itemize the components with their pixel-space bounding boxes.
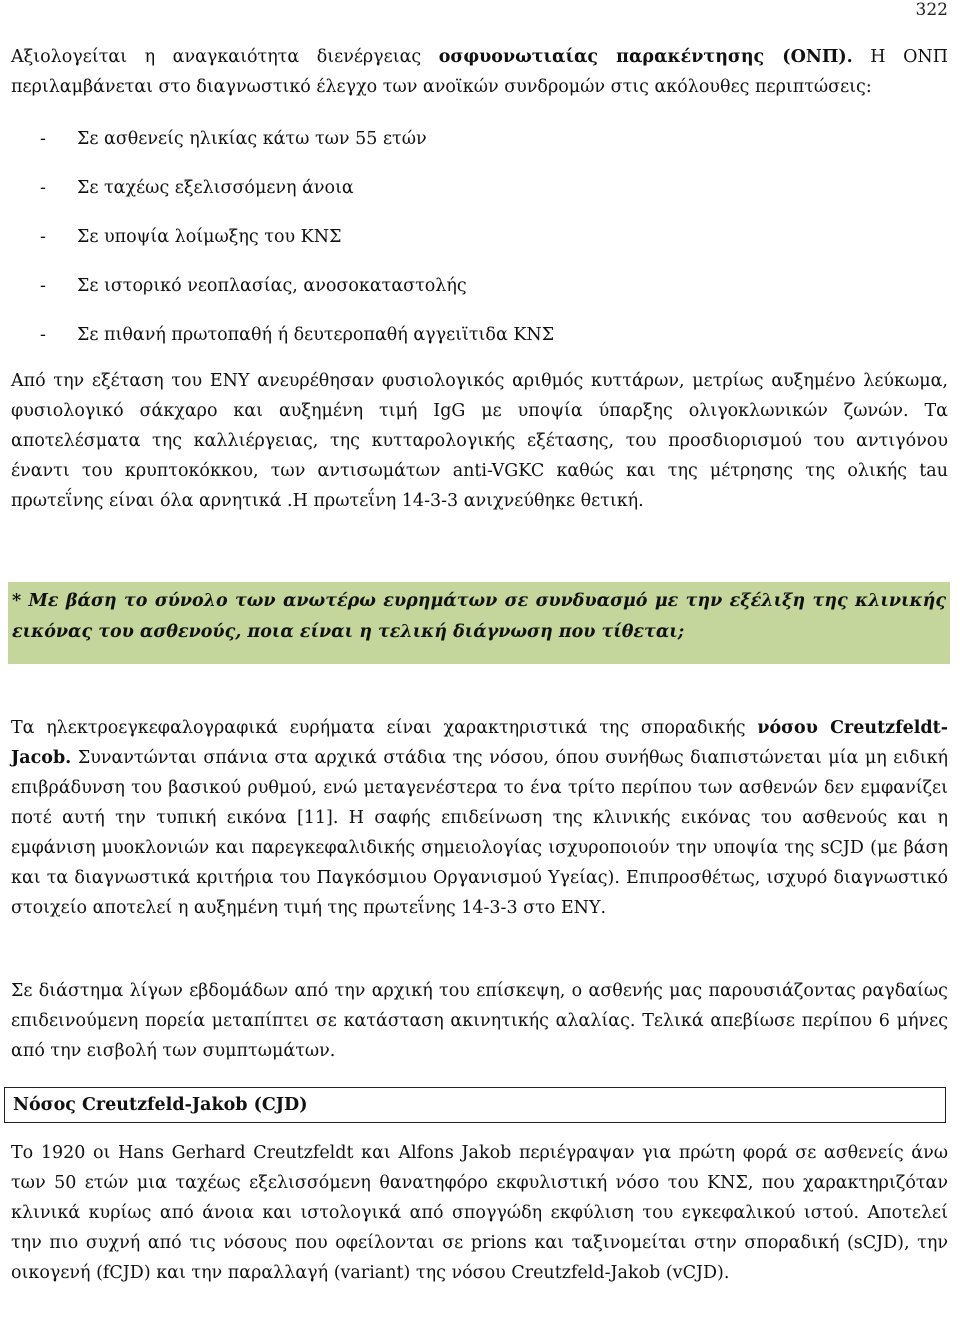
- list-dash: -: [40, 227, 46, 247]
- list-item: [40, 173, 920, 222]
- list-item: [40, 320, 920, 369]
- eeg-text-end: Συναντώνται σπάνια στα αρχικά στάδια της νόσου, όπου συνήθως διαπιστώνεται μία μη ειδική επιβράδυνση του βασικού ρυθμού, ενώ μεταγενέστερα το ένα τρίτο περίπου των ασθενών δεν εμφανίζει ποτέ αυτή την τυπική εικόνα [11]. Η σαφής επιδείνωση της κλινικής εικόνας του ασθενούς και η εμφάνιση μυοκλονιών και παρεγκεφαλιδικής σημειολογίας ισχυροποιούν την υποψία της sCJD (με βάση και τα διαγνωστικά κριτήρια του Παγκόσμιου Οργανισμού Υγείας). Επιπροσθέτως, ισχυρό διαγνωστικό στοιχείο αποτελεί η αυξημένη τιμή της πρωτεΐνης 14-3-3 στο ΕΝΥ.: [11, 748, 948, 918]
- clinical-course-text: Σε διάστημα λίγων εβδομάδων από την αρχική του επίσκεψη, ο ασθενής μας παρουσιάζοντας ραγδαίως επιδεινούμενη πορεία μεταπίπτει σε κατάσταση ακινητικής αλαλίας. Τελικά απεβίωσε περίπου 6 μήνες από την εισβολή των συμπτωμάτων.: [11, 981, 948, 1061]
- list-item-text: Σε υποψία λοίμωξης του ΚΝΣ: [77, 227, 342, 247]
- question-text: * Με βάση το σύνολο των ανωτέρω ευρημάτων σε συνδυασμό με την εξέλιξη της κλινικής εικόνας του ασθενούς, ποια είναι η τελική διάγνωση που τίθεται;: [12, 591, 946, 642]
- csf-findings-text: Από την εξέταση του ΕΝΥ ανευρέθησαν φυσιολογικός αριθμός κυττάρων, μετρίως αυξημένο λεύκωμα, φυσιολογικό σάκχαρο και αυξημένη τιμή IgG με υποψία ύπαρξης ολιγοκλωνικών ζωνών. Τα αποτελέσματα της καλλιέργειας, της κυτταρολογικής εξέτασης, του προσδιορισμού του αντιγόνου έναντι του κρυπτοκόκκου, των αντισωμάτων anti-VGKC καθώς και της μέτρησης της ολικής tau πρωτεΐνης είναι όλα αρνητικά .Η πρωτεΐνη 14-3-3 ανιχνεύθηκε θετική.: [11, 371, 948, 511]
- question-highlight-box: [8, 582, 950, 664]
- eeg-text-start: Τα ηλεκτροεγκεφαλογραφικά ευρήματα είναι χαρακτηριστικά της σποραδικής: [11, 718, 758, 738]
- list-dash: -: [40, 276, 46, 296]
- page-number: 322: [915, 0, 948, 20]
- list-dash: -: [40, 325, 46, 345]
- indication-list: [40, 124, 920, 369]
- intro-paragraph: [11, 42, 948, 102]
- intro-bold-term: οσφυονωτιαίας παρακέντησης (ΟΝΠ).: [438, 47, 853, 67]
- intro-text-start: Αξιολογείται η αναγκαιότητα διενέργειας: [11, 47, 439, 67]
- eeg-paragraph: [11, 713, 948, 923]
- history-text: Το 1920 οι Hans Gerhard Creutzfeldt και Alfons Jakob περιέγραψαν για πρώτη φορά σε ασθενείς άνω των 50 ετών μια ταχέως εξελισσόμενη θανατηφόρο εκφυλιστική νόσο του ΚΝΣ, που χαρακτηριζόταν κλινικά κυρίως από άνοια και ιστολογικά από σπογγώδη εκφύλιση του εγκεφαλικού ιστού. Αποτελεί την πιο συχνή από τις νόσους που οφείλονται σε prions και ταξινομείται στην σποραδική (sCJD), την οικογενή (fCJD) και την παραλλαγή (variant) της νόσου Creutzfeld-Jakob (vCJD).: [11, 1143, 948, 1283]
- list-item-text: Σε πιθανή πρωτοπαθή ή δευτεροπαθή αγγειϊτιδα ΚΝΣ: [77, 325, 555, 345]
- list-item: [40, 222, 920, 271]
- intro-text-end: Η ΟΝΠ περιλαμβάνεται στο διαγνωστικό έλεγχο των ανοϊκών συνδρομών στις ακόλουθες περιπτώσεις:: [11, 47, 948, 97]
- list-dash: -: [40, 129, 46, 149]
- list-item: [40, 271, 920, 320]
- list-dash: -: [40, 178, 46, 198]
- csf-findings-paragraph: [11, 366, 948, 516]
- list-item: [40, 124, 920, 173]
- eeg-bold-term: νόσου Creutzfeldt-Jacob.: [11, 718, 949, 768]
- clinical-course-paragraph: [11, 976, 948, 1066]
- list-item-text: Σε ασθενείς ηλικίας κάτω των 55 ετών: [77, 129, 427, 149]
- history-paragraph: [11, 1138, 948, 1288]
- list-item-text: Σε ταχέως εξελισσόμενη άνοια: [77, 178, 354, 198]
- list-item-text: Σε ιστορικό νεοπλασίας, ανοσοκαταστολής: [77, 276, 467, 296]
- section-heading: Νόσος Creutzfeld-Jakob (CJD): [13, 1095, 308, 1115]
- section-heading-box: [4, 1087, 946, 1123]
